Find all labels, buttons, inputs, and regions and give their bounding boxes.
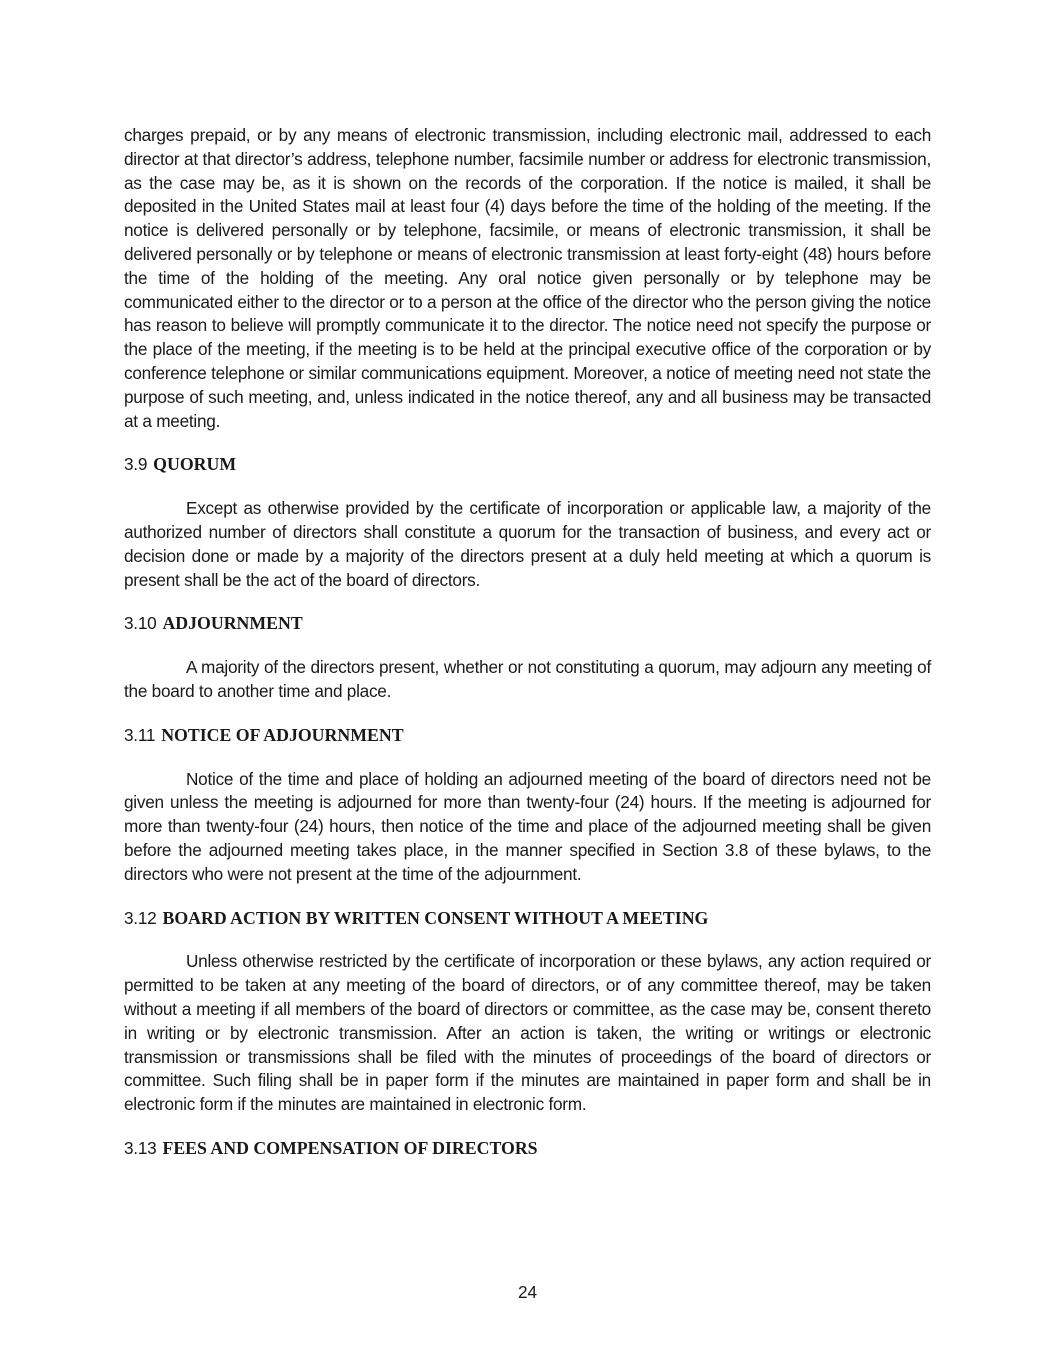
- section-title: FEES AND COMPENSATION OF DIRECTORS: [162, 1137, 538, 1158]
- section-number: 3.10: [124, 613, 157, 634]
- opening-paragraph: charges prepaid, or by any means of electronic transmission, including electronic mail, addressed to each director at that director’s address, telephone number, facsimile number or address for electronic transmission, as the case may be, as it is shown on the records of the corporation. If the notice is mailed, it shall be deposited in the United States mail at least four (4) days before the time of the holding of the meeting. If the notice is delivered personally or by telephone, facsimile, or means of electronic transmission, it shall be delivered personally or by telephone or means of electronic transmission at least forty-eight (48) hours before the time of the holding of the meeting. Any oral notice given personally or by telephone may be communicated either to the director or to a person at the office of the director who the person giving the notice has reason to believe will promptly communicate it to the director. The notice need not specify the purpose or the place of the meeting, if the meeting is to be held at the principal executive office of the corporation or by conference telephone or similar communications equipment. Moreover, a notice of meeting need not state the purpose of such meeting, and, unless indicated in the notice thereof, any and all business may be transacted at a meeting.: [124, 125, 931, 431]
- section-title: QUORUM: [153, 454, 237, 475]
- section-title: NOTICE OF ADJOURNMENT: [161, 724, 404, 745]
- section-number: 3.9: [124, 454, 148, 475]
- section-body-3-9: Except as otherwise provided by the certificate of incorporation or applicable law, a majority of the authorized number of directors shall constitute a quorum for the transaction of business, and every act or decision done or made by a majority of the directors present at a duly held meeting at which a quorum is present shall be the act of the board of directors.: [124, 498, 931, 590]
- page-content: [124, 124, 931, 1161]
- section-title: ADJOURNMENT: [162, 613, 303, 634]
- section-number: 3.11: [124, 724, 156, 745]
- section-heading-3-13: [124, 1137, 931, 1161]
- section-title: BOARD ACTION BY WRITTEN CONSENT WITHOUT A MEETING: [162, 907, 709, 928]
- page-number: 24: [517, 1282, 538, 1302]
- section-body-3-11: Notice of the time and place of holding an adjourned meeting of the board of directors need not be given unless the meeting is adjourned for more than twenty-four (24) hours. If the meeting is adjourned for more than twenty-four (24) hours, then notice of the time and place of the adjourned meeting shall be given before the adjourned meeting takes place, in the manner specified in Section 3.8 of these bylaws, to the directors who were not present at the time of the adjournment.: [124, 768, 931, 884]
- section-number: 3.13: [124, 1137, 157, 1158]
- section-body-3-10: A majority of the directors present, whether or not constituting a quorum, may adjourn any meeting of the board to another time and place.: [124, 657, 931, 701]
- section-heading-3-10: [124, 612, 931, 636]
- section-heading-3-9: [124, 453, 931, 477]
- section-heading-3-12: [124, 907, 931, 931]
- section-number: 3.12: [124, 907, 157, 928]
- section-body-3-12: Unless otherwise restricted by the certificate of incorporation or these bylaws, any action required or permitted to be taken at any meeting of the board of directors, or of any committee thereof, may be taken without a meeting if all members of the board of directors or committee, as the case may be, consent thereto in writing or by electronic transmission. After an action is taken, the writing or writings or electronic transmission or transmissions shall be filed with the minutes of proceedings of the board of directors or committee. Such filing shall be in paper form if the minutes are maintained in paper form and shall be in electronic form if the minutes are maintained in electronic form.: [124, 951, 931, 1115]
- section-heading-3-11: [124, 724, 931, 748]
